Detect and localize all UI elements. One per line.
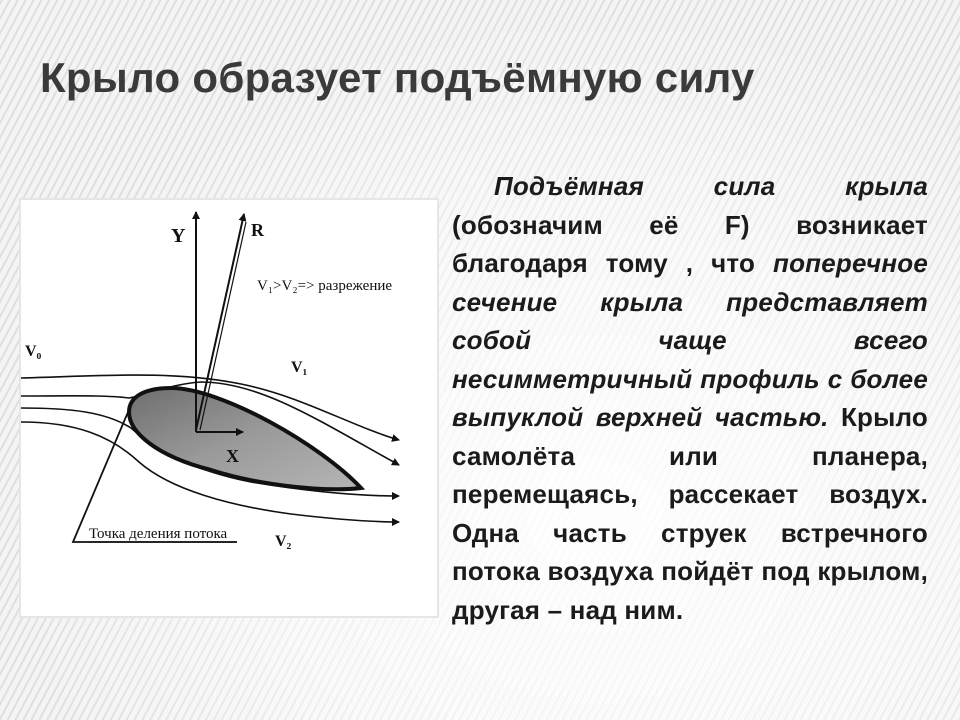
wing-diagram-svg bbox=[21, 200, 437, 616]
wing-profile bbox=[129, 388, 361, 489]
text-airflow-description: Крыло самолёта или планера, перемещаясь, рассекает воздух. Одна часть струек встречного потока воздуха пойдёт под крылом, другая – над ним. bbox=[452, 402, 928, 625]
split-point-label: Точка деления потока bbox=[89, 526, 228, 542]
wing-diagram bbox=[21, 200, 437, 616]
pressure-note: V₁>V₂=> разрежение bbox=[257, 278, 393, 294]
v2-label: V₂ bbox=[275, 533, 292, 550]
v0-label: V₀ bbox=[25, 343, 42, 360]
slide-title: Крыло образует подъёмную силу bbox=[40, 54, 755, 101]
explanation-paragraph bbox=[452, 167, 928, 629]
x-axis-label: X bbox=[226, 446, 239, 466]
resultant-label: R bbox=[251, 220, 264, 240]
text-lift-term: Подъёмная сила крыла bbox=[494, 171, 928, 201]
y-axis-label: Y bbox=[171, 225, 186, 247]
v1-label: V₁ bbox=[291, 359, 308, 376]
text-profile-description: поперечное сечение крыла представляет собой чаще всего несимметричный профиль с более выпуклой верхней частью. bbox=[452, 248, 928, 432]
text-intro: (обозначим её F) возникает благодаря тому , что bbox=[452, 209, 928, 278]
explanation-text bbox=[452, 167, 928, 629]
